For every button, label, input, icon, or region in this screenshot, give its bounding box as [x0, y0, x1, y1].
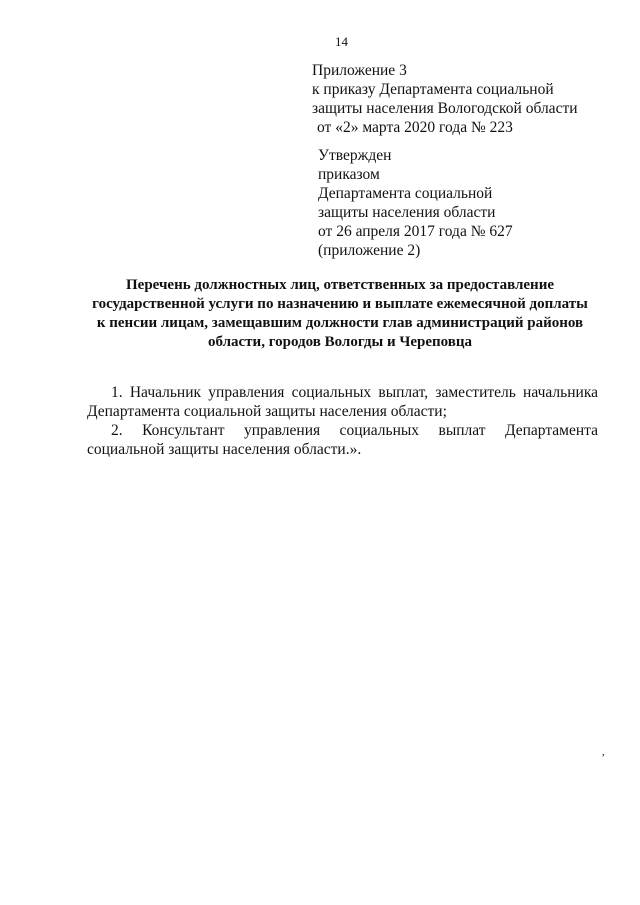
title-line: государственной услуги по назначению и выплате ежемесячной доплаты [92, 296, 588, 312]
approval-line: Утвержден [318, 147, 392, 164]
approval-line: приказом [318, 166, 380, 183]
list-item-line: Департамента социальной защиты населения области; [87, 403, 447, 420]
list-item-line: социальной защиты населения области.». [87, 441, 362, 458]
list-item-line: 1. Начальник управления социальных выплат, заместитель начальника [111, 384, 598, 401]
approval-line: защиты населения области [318, 204, 496, 221]
list-item [87, 421, 598, 459]
approval-line: от 26 апреля 2017 года № 627 [318, 223, 513, 240]
title-line: области, городов Вологды и Череповца [207, 334, 473, 350]
page-number: 14 [335, 34, 348, 49]
approval-line: (приложение 2) [318, 242, 421, 259]
appendix-line: от «2» марта 2020 года № 223 [317, 119, 513, 136]
appendix-line: защиты населения Вологодской области [312, 100, 578, 117]
document-title [70, 276, 610, 352]
appendix-line: Приложение 3 [312, 62, 407, 79]
approval-stamp-text [318, 146, 618, 260]
title-line: к пенсии лицам, замещавшим должности глав администраций районов [96, 315, 584, 331]
appendix-line: к приказу Департамента социальной [312, 81, 554, 98]
appendix-reference [312, 61, 622, 137]
list-item [87, 383, 598, 421]
title-line: Перечень должностных лиц, ответственных за предоставление [126, 277, 554, 293]
stray-mark: , [602, 746, 605, 758]
officials-list [87, 383, 598, 459]
approval-line: Департамента социальной [318, 185, 493, 202]
list-item-line: 2. Консультант управления социальных выплат Департамента [111, 422, 598, 439]
